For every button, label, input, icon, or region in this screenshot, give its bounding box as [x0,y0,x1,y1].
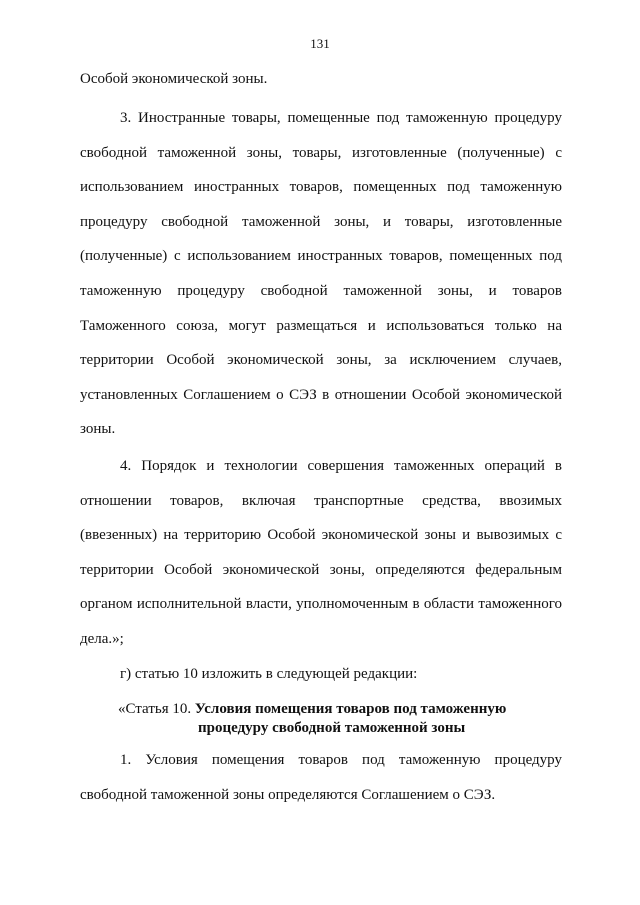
text-line: отношении товаров, включая транспортные средства, ввозимых [80,492,562,509]
paragraph-continuation [80,62,562,97]
text-line: (ввезенных) на территорию Особой экономической зоны и вывозимых с [80,527,562,544]
text-line: таможенную процедуру свободной таможенной зоны, и товаров [80,282,562,299]
text-line: установленных Соглашением о СЭЗ в отношении Особой экономической [80,386,562,403]
text-line: свободной таможенной зоны определяются Соглашением о СЭЗ. [80,786,496,803]
text-line: (полученные) с использованием иностранных товаров, помещенных под [80,248,562,265]
page-number: 131 [310,36,330,51]
text-line: процедуру свободной таможенной зоны, и товары, изготовленные [80,213,562,230]
article-heading-title: Условия помещения товаров под таможенную [194,701,507,717]
text-line: территории Особой экономической зоны, за исключением случаев, [80,352,562,369]
text-line: 3. Иностранные товары, помещенные под таможенную процедуру [120,110,562,126]
text-line: дела.»; [80,630,124,647]
text-line: использованием иностранных товаров, помещенных под таможенную [80,179,562,196]
text-line: свободной таможенной зоны, товары, изготовленные (полученные) с [80,144,562,161]
paragraph-3 [80,101,562,447]
text-line: зоны. [80,421,116,438]
text-line: Особой экономической зоны. [80,71,268,87]
article-heading-title-continued: процедуру свободной таможенной зоны [198,720,466,736]
paragraph-4 [80,449,562,657]
article-heading-prefix: «Статья 10. [118,701,195,717]
text-line: 4. Порядок и технологии совершения таможенных операций в [120,458,562,474]
text-line: территории Особой экономической зоны, определяются федеральным [80,561,562,578]
paragraph-1 [80,743,562,812]
article-heading [80,700,562,738]
article-heading-line [80,700,562,719]
text-line: Таможенного союза, могут размещаться и использоваться только на [80,317,562,334]
text-line: 1. Условия помещения товаров под таможенную процедуру [120,752,562,768]
paragraph-g [80,657,562,692]
text-line: г) статью 10 изложить в следующей редакции: [120,666,418,682]
text-line: органом исполнительной власти, уполномоченным в области таможенного [80,596,562,613]
